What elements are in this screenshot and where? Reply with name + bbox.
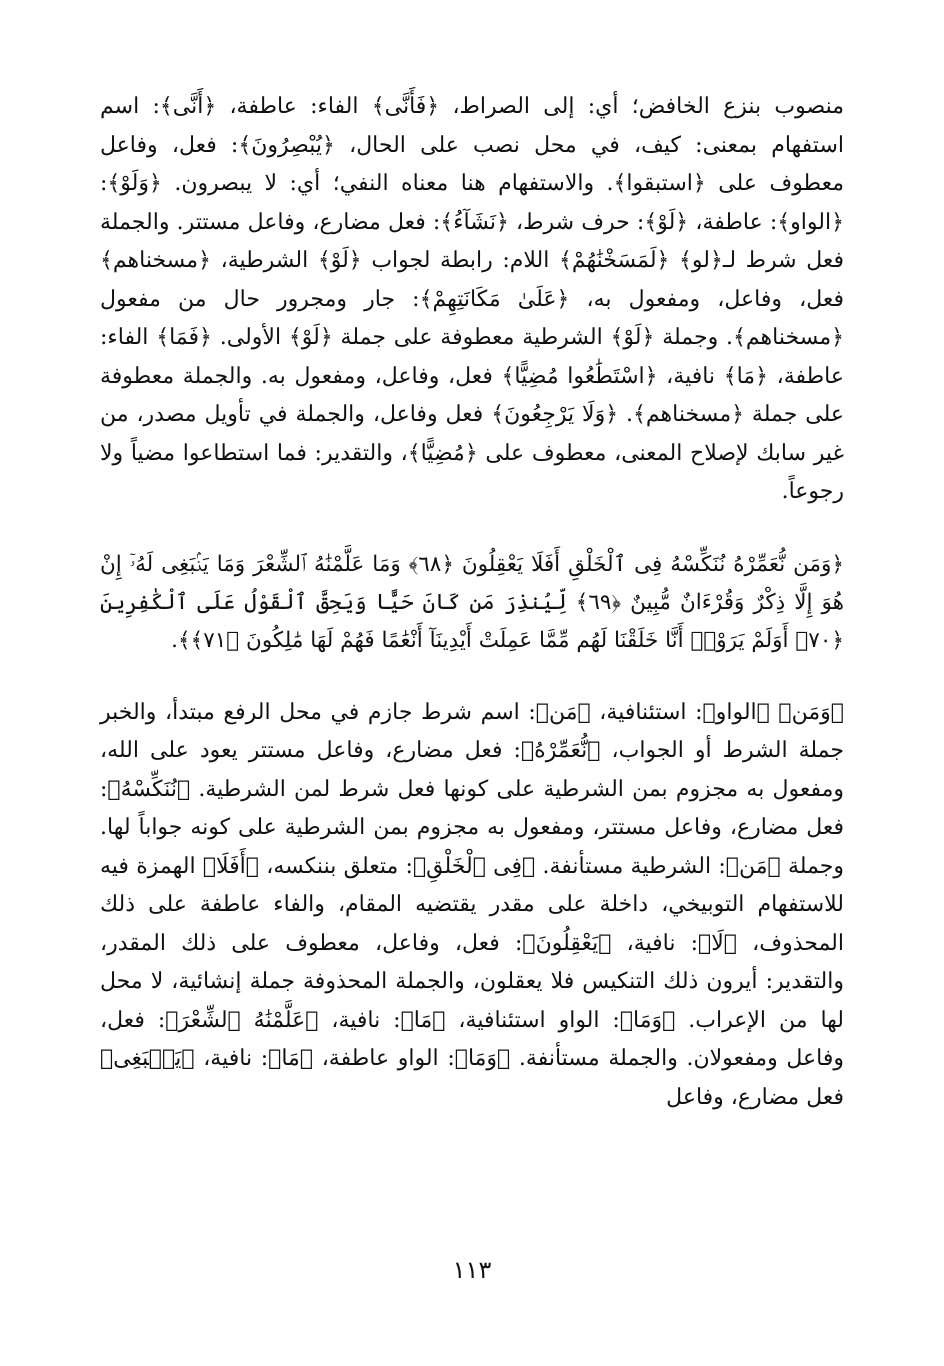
commentary-paragraph-2: ﴿وَمَن﴾ ﴿الواو﴾: استئنافية، ﴿مَن﴾: اسم شرط جازم في محل الرفع مبتدأ، والخبر جملة الشرط أو الجواب، ﴿نُّعَمِّرْهُ﴾: فعل مضارع، وفاعل مستتر يعود على الله، ومفعول به مجزوم بمن الشرطية على كونها فعل شرط لمن الشرطية. ﴿نُنَكِّسْهُ﴾: فعل مضارع، وفاعل مستتر، ومفعول به مجزوم بمن الشرطية على كونه جواباً لها. وجملة ﴿مَن﴾: الشرطية مستأنفة. ﴿فِى ٱلْخَلْقِ﴾: متعلق بننكسه، ﴿أَفَلَا﴾ الهمزة فيه للاستفهام التوبيخي، داخلة على مقدر يقتضيه المقام، والفاء عاطفة على ذلك المحذوف، ﴿لَا﴾: نافية، ﴿يَعْقِلُونَ﴾: فعل، وفاعل، معطوف على ذلك المقدر، والتقدير: أيرون ذلك التنكيس فلا يعقلون، والجملة المحذوفة جملة إنشائية، لا محل لها من الإعراب. ﴿وَمَا﴾: الواو استئنافية، ﴿مَا﴾: نافية، ﴿عَلَّمْنَٰهُ ٱلشِّعْرَ﴾: فعل، وفاعل ومفعولان. والجملة مستأنفة. ﴿وَمَا﴾: الواو عاطفة، ﴿مَا﴾: نافية، ﴿يَنۢبَغِى﴾ فعل مضارع، وفاعل — [100, 699, 845, 1110]
commentary-paragraph-1: منصوب بنزع الخافض؛ أي: إلى الصراط، ﴿فَأَنَّى﴾ الفاء: عاطفة، ﴿أَنَّى﴾: اسم استفهام بمعنى: كيف، في محل نصب على الحال، ﴿يُبْصِرُونَ﴾: فعل، وفاعل معطوف على ﴿استبقوا﴾. والاستفهام هنا معناه النفي؛ أي: لا يبصرون. ﴿وَلَوْ﴾: ﴿الواو﴾: عاطفة، ﴿لَوْ﴾: حرف شرط، ﴿نَشَآءُ﴾: فعل مضارع، وفاعل مستتر. والجملة فعل شرط لـ﴿لو﴾ ﴿لَمَسَخْنَٰهُمْ﴾ اللام: رابطة لجواب ﴿لَوْ﴾ الشرطية، ﴿مسخناهم﴾ فعل، وفاعل، ومفعول به، ﴿عَلَىٰ مَكَانَتِهِمْ﴾: جار ومجرور حال من مفعول ﴿مسخناهم﴾. وجملة ﴿لَوْ﴾ الشرطية معطوفة على جملة ﴿لَوْ﴾ الأولى. ﴿فَمَا﴾ الفاء: عاطفة، ﴿مَا﴾ نافية، ﴿اسْتَطَٰعُوا مُضِيًّا﴾ فعل، وفاعل، ومفعول به. والجملة معطوفة على جملة ﴿مسخناهم﴾. ﴿وَلَا يَرْجِعُونَ﴾ فعل وفاعل، والجملة في تأويل مصدر، من غير سابك لإصلاح المعنى، معطوف على ﴿مُضِيًّا﴾، والتقدير: فما استطاعوا مضياً ولا رجوعاً. — [100, 94, 844, 504]
page-number: ١١٣ — [452, 1256, 492, 1284]
quran-verse-block: ﴿وَمَن نُّعَمِّرْهُ نُنَكِّسْهُ فِى ٱلْخَلْقِ أَفَلَا يَعْقِلُونَ ﴿٦٨﴾ وَمَا عَلَّمْنَٰهُ ٱلشِّعْرَ وَمَا يَنۢبَغِى لَهُۥٓ إِنْ هُوَ إِلَّا ذِكْرٌ وَقُرْءَانٌ مُّبِينٌ ﴿٦٩﴾ لِّيُنذِرَ مَن كَانَ حَيًّا وَيَحِقَّ ٱلْقَوْلُ عَلَى ٱلْكَٰفِرِينَ ﴿٧٠﴾ أَوَلَمْ يَرَوْا۟ أَنَّا خَلَقْنَا لَهُم مِّمَّا عَمِلَتْ أَيْدِينَآ أَنْعَٰمًا فَهُمْ لَهَا مَٰلِكُونَ ﴿٧١﴾﴾. — [100, 551, 844, 653]
